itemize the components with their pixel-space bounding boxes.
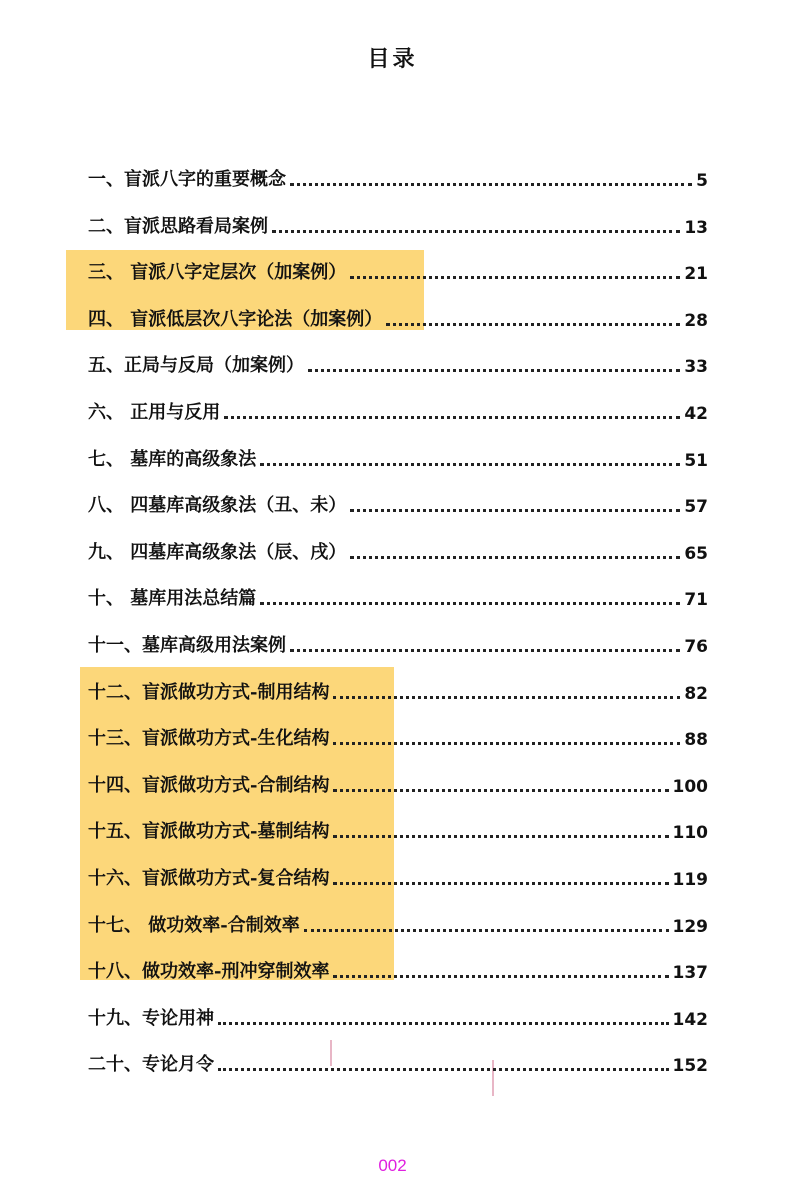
toc-dot-leader [218,1022,669,1025]
toc-dot-leader [333,835,668,838]
toc-entry-title: 十五、盲派做功方式-墓制结构 [88,821,330,842]
toc-entry-page: 119 [672,870,708,890]
toc-dot-leader [386,323,680,326]
toc-entry[interactable] [88,674,708,704]
toc-entry[interactable] [88,487,708,517]
toc-entry-title: 十二、盲派做功方式-制用结构 [88,682,330,703]
toc-entry[interactable] [88,534,708,564]
toc-dot-leader [350,509,680,512]
toc-entry-title: 十三、盲派做功方式-生化结构 [88,728,330,749]
toc-entry-page: 152 [672,1056,708,1076]
toc-entry-title: 十七、 做功效率-合制效率 [88,915,300,936]
toc-entry-page: 51 [684,451,708,471]
toc-dot-leader [333,975,668,978]
toc-entry-title: 二、盲派思路看局案例 [88,216,268,237]
toc-entry-page: 13 [684,218,708,238]
toc-entry-title: 一、盲派八字的重要概念 [88,169,286,190]
toc-entry[interactable] [88,627,708,657]
toc-entry[interactable] [88,208,708,238]
toc-entry[interactable] [88,860,708,890]
toc-dot-leader [350,276,680,279]
toc-entry-page: 142 [672,1010,708,1030]
toc-entry[interactable] [88,1000,708,1030]
toc-entry-title: 八、 四墓库高级象法（丑、未） [88,495,347,516]
toc-entry-page: 100 [672,777,708,797]
toc-entry-page: 129 [672,917,708,937]
toc-entry[interactable] [88,161,708,191]
page-title: 目录 [367,46,418,72]
toc-entry-page: 110 [672,823,708,843]
toc-entry-page: 57 [684,497,708,517]
toc-entry-title: 十八、做功效率-刑冲穿制效率 [88,961,330,982]
toc-entry-page: 42 [684,404,708,424]
toc-entry[interactable] [88,301,708,331]
toc-dot-leader [333,742,680,745]
toc-dot-leader [333,789,668,792]
toc-entry-title: 二十、专论月令 [88,1054,214,1075]
toc-entry-title: 三、 盲派八字定层次（加案例） [88,262,347,283]
toc-entry-title: 九、 四墓库高级象法（辰、戌） [88,542,347,563]
toc-entry-page: 88 [684,730,708,750]
toc-entry[interactable] [88,907,708,937]
toc-dot-leader [350,556,680,559]
toc-entry[interactable] [88,580,708,610]
toc-entry-title: 七、 墓库的高级象法 [88,449,257,470]
toc-entry-title: 十一、墓库高级用法案例 [88,635,286,656]
toc-entry-page: 71 [684,590,708,610]
toc-entry-title: 五、正局与反局（加案例） [88,355,304,376]
toc-dot-leader [308,369,680,372]
toc-entry-page: 82 [684,684,708,704]
toc-dot-leader [272,230,680,233]
toc-entry[interactable] [88,767,708,797]
toc-entry-title: 十九、专论用神 [88,1008,214,1029]
page-number: 002 [378,1156,407,1175]
toc-entry[interactable] [88,813,708,843]
toc-dot-leader [290,183,692,186]
toc-entry[interactable] [88,1046,708,1076]
toc-entry-page: 65 [684,544,708,564]
toc-entry-page: 33 [684,357,708,377]
toc-entry[interactable] [88,394,708,424]
toc-entry[interactable] [88,720,708,750]
toc-entry-title: 十六、盲派做功方式-复合结构 [88,868,330,889]
toc-dot-leader [260,602,680,605]
toc-entry-page: 5 [696,171,708,191]
toc-entry[interactable] [88,347,708,377]
toc-dot-leader [333,696,680,699]
toc-dot-leader [333,882,668,885]
toc-entry-page: 137 [672,963,708,983]
toc-entry-page: 21 [684,264,708,284]
toc-entry-title: 十四、盲派做功方式-合制结构 [88,775,330,796]
toc-entry[interactable] [88,441,708,471]
toc-entry-page: 28 [684,311,708,331]
toc-entry[interactable] [88,254,708,284]
toc-entry-title: 四、 盲派低层次八字论法（加案例） [88,309,383,330]
toc-entry[interactable] [88,953,708,983]
toc-dot-leader [290,649,680,652]
toc-dot-leader [260,463,680,466]
toc-dot-leader [304,929,669,932]
toc-entry-page: 76 [684,637,708,657]
toc-dot-leader [224,416,680,419]
toc-entry-title: 十、 墓库用法总结篇 [88,588,257,609]
toc-dot-leader [218,1068,669,1071]
toc-entry-title: 六、 正用与反用 [88,402,221,423]
